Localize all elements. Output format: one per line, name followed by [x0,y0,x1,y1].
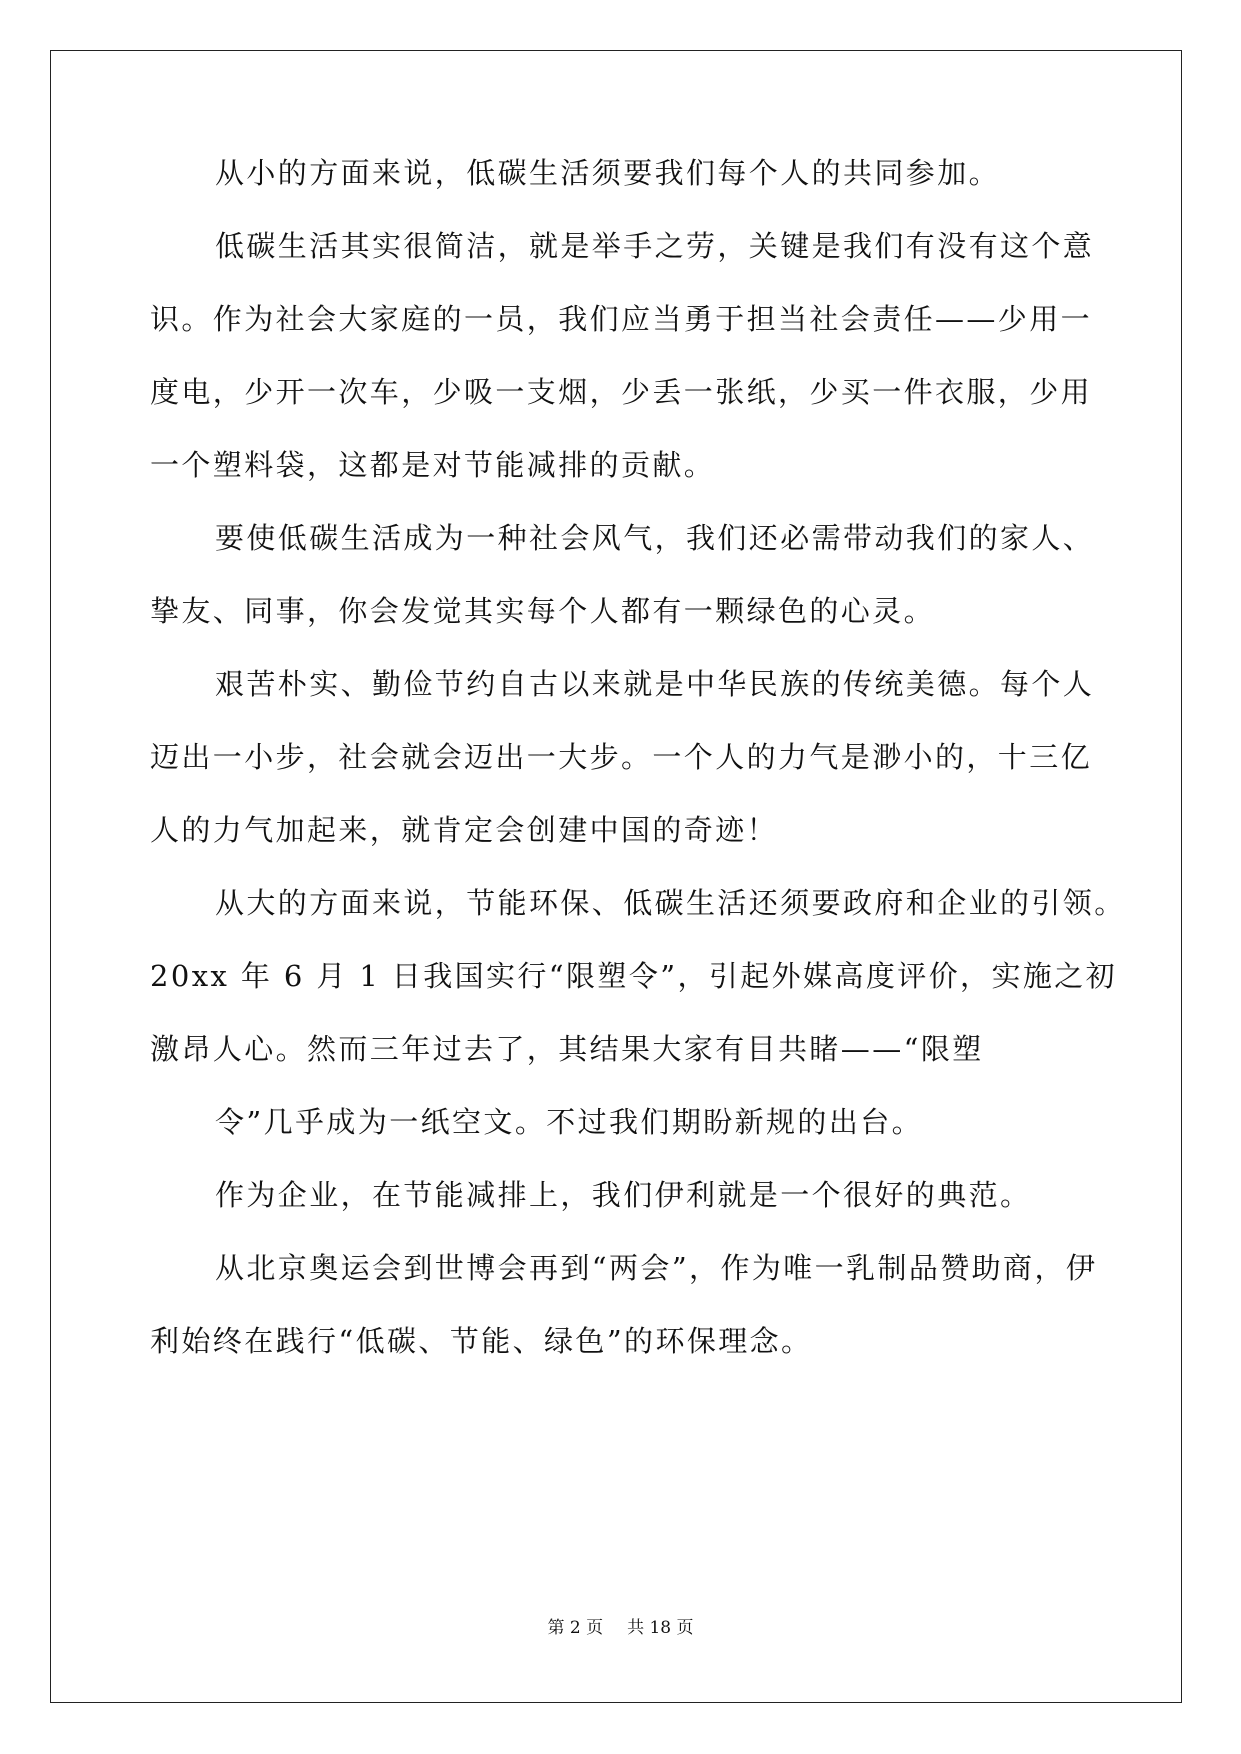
paragraph-line: 从北京奥运会到世博会再到“两会”，作为唯一乳制品赞助商，伊 [215,1251,1098,1285]
paragraph-line: 从大的方面来说，节能环保、低碳生活还须要政府和企业的引领。 [215,886,1126,920]
paragraph-line: 从小的方面来说，低碳生活须要我们每个人的共同参加。 [215,156,1001,190]
paragraph-line: 令”几乎成为一纸空文。不过我们期盼新规的出台。 [215,1105,924,1139]
paragraph-line: 20xx 年 6 月 1 日我国实行“限塑令”，引起外媒高度评价，实施之初 [150,959,1118,993]
page-footer [0,1617,1241,1639]
page-number: 第 2 页 [547,1618,604,1638]
paragraph-line: 低碳生活其实很简洁，就是举手之劳，关键是我们有没有这个意 [215,229,1095,263]
paragraph-line: 挚友、同事，你会发觉其实每个人都有一颗绿色的心灵。 [150,594,936,628]
paragraph-line: 识。作为社会大家庭的一员，我们应当勇于担当社会责任——少用一 [150,302,1093,336]
paragraph-line: 作为企业，在节能减排上，我们伊利就是一个很好的典范。 [215,1178,1032,1212]
paragraph-line: 艰苦朴实、勤俭节约自古以来就是中华民族的传统美德。每个人 [215,667,1095,701]
paragraph-line: 要使低碳生活成为一种社会风气，我们还必需带动我们的家人、 [215,521,1095,555]
paragraph-line: 人的力气加起来，就肯定会创建中国的奇迹！ [150,813,779,847]
page-border [50,50,1182,1703]
paragraph-line: 激昂人心。然而三年过去了，其结果大家有目共睹——“限塑 [150,1032,984,1066]
page-total: 共 18 页 [627,1618,694,1638]
paragraph-line: 利始终在践行“低碳、节能、绿色”的环保理念。 [150,1324,813,1358]
paragraph-line: 一个塑料袋，这都是对节能减排的贡献。 [150,448,716,482]
paragraph-line: 度电，少开一次车，少吸一支烟，少丢一张纸，少买一件衣服，少用 [150,375,1093,409]
paragraph-line: 迈出一小步，社会就会迈出一大步。一个人的力气是渺小的，十三亿 [150,740,1093,774]
